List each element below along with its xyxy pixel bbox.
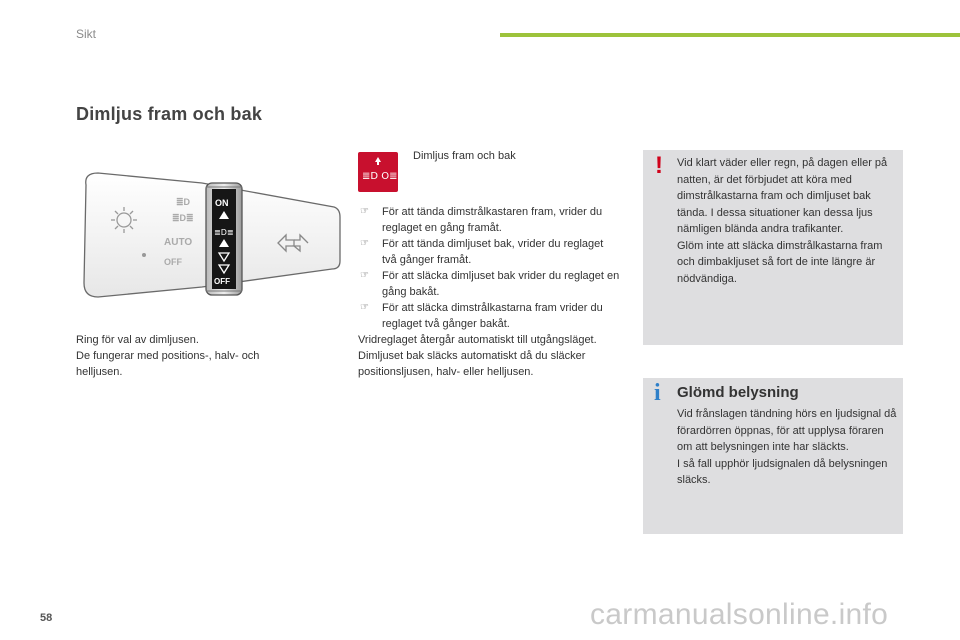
rear-fog-auto-off-text: Dimljuset bak släcks automatiskt då du släcker positionsljusen, halv- eller helljusen.	[358, 350, 586, 378]
light-stalk-illustration	[72, 165, 342, 305]
warning-paragraph-1: Vid klart väder eller regn, på dagen eller på natten, är det förbjudet att köra med dimstrålkastarna fram och dimljuset bak tända. I dessa situationer kan dessa ljus nämligen blända andra trafikanter.	[677, 157, 888, 235]
warning-text	[677, 155, 899, 287]
ring-description	[76, 332, 306, 380]
bullet-marker: ☞	[360, 238, 369, 249]
svg-text:≣D O≣: ≣D O≣	[362, 171, 398, 182]
info-paragraph-2: I så fall upphör ljudsignalen då belysningen släcks.	[677, 457, 888, 486]
fog-light-icon	[358, 152, 398, 192]
list-item-text: För att släcka dimstrålkastarna fram vrider du reglaget två gånger bakåt.	[382, 302, 603, 330]
list-item	[358, 268, 620, 300]
header-accent-bar	[500, 33, 960, 37]
ring-text-line-2: De fungerar med positions-, halv- och helljusen.	[76, 350, 260, 378]
list-item-text: För att tända dimstrålkastaren fram, vrider du reglaget en gång framåt.	[382, 206, 603, 234]
svg-text:≣D≣: ≣D≣	[172, 213, 194, 223]
page-title: Dimljus fram och bak	[76, 104, 263, 124]
stalk-drawing	[72, 165, 342, 305]
page-number: 58	[40, 612, 53, 624]
list-item-text: För att släcka dimljuset bak vrider du reglaget en gång bakåt.	[382, 270, 620, 298]
bullet-marker: ☞	[360, 270, 369, 281]
info-icon: i	[654, 380, 661, 406]
fog-caption: Dimljus fram och bak	[413, 150, 516, 162]
warning-icon: !	[655, 152, 663, 179]
svg-text:≣D: ≣D	[176, 197, 191, 207]
on-label: ON	[215, 198, 229, 208]
ring-text-line-1: Ring för val av dimljusen.	[76, 334, 199, 346]
info-title: Glömd belysning	[677, 384, 799, 401]
off-label-right: OFF	[214, 277, 230, 286]
bullet-marker: ☞	[360, 302, 369, 313]
auto-return-text: Vridreglaget återgår automatiskt till utgångsläget.	[358, 334, 597, 346]
list-item-text: För att tända dimljuset bak, vrider du reglaget två gånger framåt.	[382, 238, 604, 266]
watermark: carmanualsonline.info	[590, 598, 889, 631]
auto-label: AUTO	[164, 237, 193, 248]
warning-paragraph-2: Glöm inte att släcka dimstrålkastarna fram och dimbakljuset så fort de inte längre är nödvändiga.	[677, 239, 883, 285]
info-text	[677, 406, 899, 489]
list-item	[358, 300, 620, 332]
instruction-list	[358, 204, 620, 380]
info-paragraph-1: Vid frånslagen tändning hörs en ljudsignal då förardörren öppnas, för att upplysa föraren om att belysningen inte har släckts.	[677, 408, 897, 453]
fog-front-icon: ≣D≣	[214, 228, 234, 237]
section-label: Sikt	[76, 27, 97, 41]
list-item	[358, 236, 620, 268]
off-label-left: OFF	[164, 257, 182, 267]
bullet-marker: ☞	[360, 206, 369, 217]
list-item	[358, 204, 620, 236]
